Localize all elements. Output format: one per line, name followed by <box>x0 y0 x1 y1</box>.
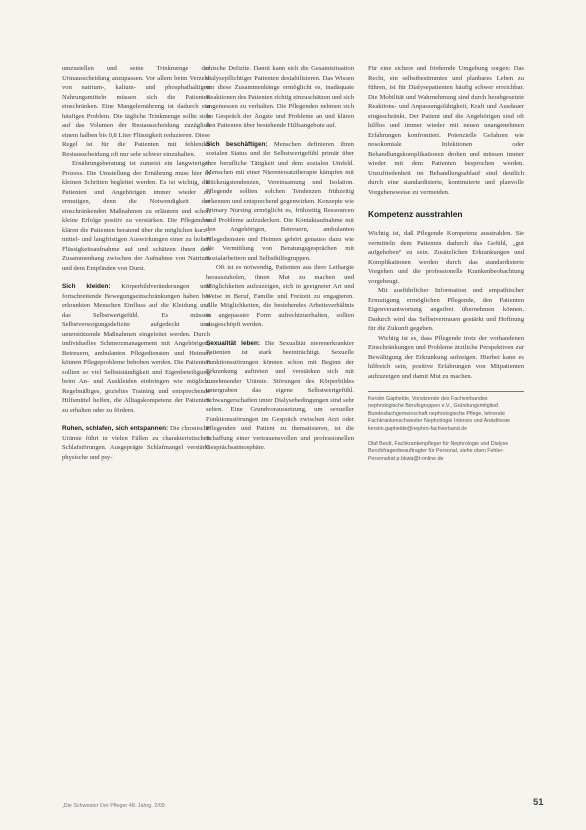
author-info <box>368 396 524 463</box>
column-1 <box>62 64 210 462</box>
divider <box>368 391 524 392</box>
keyword: Ruhen, schlafen, sich entspannen: <box>62 425 169 432</box>
paragraph-text: Körperbildveränderungen und fortschreitende Bewegungseinschränkungen haben bei erkrankten Menschen Einfluss auf die Kleidung und das Selbstwertgefühl. Es müssen Selbstversorgungsdefizite aufgedeckt und unterstützende Maßnahmen eingeleitet werden. Durch individuelles Schmerzmanagement mit Angehörigen, Betreuern, ambulanten Pflegediensten und Heimen können Pflegeprobleme behoben werden. Die Patienten sollten so viel Selbstständigkeit und Eigenbeteiligung beim An- und Auskleiden einbringen wie möglich. Regelmäßiges, gezieltes Training und entsprechende Hilfsmittel helfen, die Alltagskompetenz der Patienten zu erhalten oder zu fördern. <box>62 283 210 414</box>
paragraph-text: Die Sexualität nierenerkrankter Patienten ist stark beeinträchtigt. Sexuelle Funktionsstörungen können schon mit Beginn der Erkrankung auftreten und verstärken sich mit zunehmender Urämie. Störungen des Körperbildes untergraben das eigene Selbstwertgefühl. Schwangerschaften unter Dialysebedingungen sind sehr selten. Eine Grundvoraussetzung, um sexueller Funktionsstörungen im Gespräch zwischen Arzt oder Pflegenden und Patient zu thematisieren, ist die Schaffung einer vertrauensvollen und professionellen Gesprächsatmosphäre. <box>206 339 354 451</box>
paragraph: Für eine sichere und fördernde Umgebung sorgen: Das Recht, ein selbstbestimmtes und planbares Leben zu führen, ist für Dialysepatienten häufig schwer erreichbar. Die Mobilität und Wahrnehmung sind durch herabgesetzte Reaktions- und Anpassungsfähigkeit, Kraft und Ausdauer eingeschränkt. Der Patient und die Angehörigen sind oft hilflos und immer wieder mit neuen unangenehmen Erfahrungen konfrontiert. Potenzielle Gefahren wie nosokomiale Infektionen oder Behandlungskomplikationen drohen und müssen immer wieder mit dem Patienten besprochen werden. Unzufriedenheit im Behandlungsablauf sind deutlich durch eine standardisierte, kontinuierte und planvolle Vorgehensweise zu vermeiden. <box>368 65 524 196</box>
paragraph: umzustellen und seine Trinkmenge der Urinausscheidung anzupassen. Vor allem beim Verzehr von natrium-, kalium- und phosphathaltigen Nahrungsmitteln müssen sich die Patienten einschränken. Eine Mangelernährung ist dadurch ein häufiges Problem. Die tägliche Trinkmenge sollte sich auf das Volumen der Restausscheidung zuzüglich einem halben bis 0,8 Liter Flüssigkeit reduzieren. Diese Regel ist für die Patienten mit fehlender Restausscheidung oft nur sehr schwer einzuhalten. <box>62 65 210 158</box>
paragraph-sexualitaet <box>206 339 354 453</box>
footer-citation: „Die Schwester Der Pfleger 48. Jahrg. 2/09 <box>62 803 165 809</box>
keyword: Sexualität leben: <box>206 339 260 347</box>
author-info-2: Olaf Beutt, Fachkrankenpfleger für Nephrologie und Dialyse Berufsfragenbeauftragter für Personal, siehe oben Fehler-Personalrat p.bkwa@t-online.de <box>368 441 509 462</box>
column-2 <box>206 64 354 453</box>
paragraph: chische Defizite. Damit kann sich die Gesamtsituation dialysepflichtiger Patienten destabilisieren. Das Wissen um diese Zusammenhänge ermöglicht es, inadäquate Reaktionen des Patienten richtig einzuschätzen und sich angemessen zu verhalten. Die Pflegenden nehmen sich im Gespräch der Ängste und Probleme an und klären den Patienten über bestehende Hilfsangebote auf. <box>206 65 354 129</box>
column-3 <box>368 64 524 471</box>
keyword: Sich beschäftigen: <box>206 140 268 148</box>
paragraph-text: Die chronische Urämie führt in vielen Fällen zu charakteristischen Schlafstörungen. Ausgeprägte Schlafmangel verstärkt physische und psy- <box>62 425 210 461</box>
paragraph-ruhen <box>62 424 210 462</box>
section-heading: Kompetenz ausstrahlen <box>368 209 463 219</box>
paragraph: Mit ausführlicher Information und empathischer Ermutigung ermöglichen Pflegende, den Patienten Eigenverantwortung angstfrei übernehmen können. Dadurch wird das Selbstvertrauen gestärkt und Hoffnung für die Zukunft gegeben. <box>368 287 524 332</box>
paragraph: Wichtig ist es, dass Pflegende trotz der vorhandenen Einschränkungen und Probleme ärztliche Perspektiven zur Bewältigung der Erkrankung aufzeigen. Hierbei kann es hilfreich sein, positive Erfahrungen von Mitpatienten aufzuzeigen und damit Mut zu machen. <box>368 334 524 380</box>
paragraph: Wichtig ist, daß Pflegende Kompetenz ausstrahlen. Sie vermitteln dem Patienten dadurch das Gefühl, „gut aufgehoben“ zu sein. Zusätzlichen Erkrankungen und Komplikationen werden durch das standardisierte Vorgehen und die professionelle Krankenbeobachtung vorgebeugt. <box>368 230 524 285</box>
paragraph: Oft ist es notwendig, Patienten aus ihrer Lethargie herauszuholen, ihnen Mut zu machen und Möglichkeiten aufzuzeigen, sich in geeigneter Art und Weise in Beruf, Familie und Freizeit zu engagieren. Alle Möglichkeiten, die bestehendes Arbeitsverhältnis in angepasster Form aufrechtzuerhalten, sollten ausgeschöpft werden. <box>206 264 354 328</box>
paragraph: Ernährungsberatung ist zumeist ein langwieriger Prozess. Die Umstellung der Ernährung muss hier in kleinen Schritten begleitet werden. Es ist wichtig, die Patienten und Angehörigen immer wieder zu ermutigen, denn die Notwendigkeit der einschränkenden Maßnahmen zu erläutern und schon kleine Erfolge positiv zu verstärken. Die Pflegenden klären die Patienten beratend über die möglichen kurz-, mittel- und langfristigen Auswirkungen einer zu hohen Flüssigkeitsaufnahme auf und schätzen ihnen den Zusammenhang zwischen der Aufnahme von Natrium und dem Empfinden von Durst. <box>62 160 210 272</box>
author-info-1: Kerstin Gaphelde, Vorsitzende des Fachverbandes nephrologische Berufsgruppen e.V., Gründungsmitglied Bundesfachgemeinschaft nephrologische Pflege, lehrende Fachkrankenschwester Nephrologie Intensiv und Anästhesie kerstin.gaphelde@nephro-fachverband.de <box>368 396 510 432</box>
page-number: 51 <box>533 797 544 808</box>
paragraph-sich-beschaeftigen <box>206 140 354 264</box>
paragraph-sich-kleiden <box>62 282 210 415</box>
paragraph-text: Menschen definieren ihren sozialen Status und ihr Selbstwertgefühl primär über ihre berufliche Tätigkeit und dem sozialen Umfeld. Menschen mit einer Nierenersatztherapie kämpfen mit Rückzugstendenzen, Vereinsamung und Isolation. Pflegende sollten solchen Tendenzen frühzeitig erkennen und entsprechend gegenwirken. Konzepte wie Primary Nursing ermöglicht es, frühzeitig Ressourcen und Probleme aufzudecken. Die Kontaktaufnahme mit den Angehörigen, Betreuern, ambulanten Pflegediensten und Heimen gehört genauso dazu wie die Vermittlung von Beratungsgesprächen mit Sozialarbeitern und Selbsthilfegruppen. <box>206 140 354 262</box>
keyword: Sich kleiden: <box>62 283 111 290</box>
